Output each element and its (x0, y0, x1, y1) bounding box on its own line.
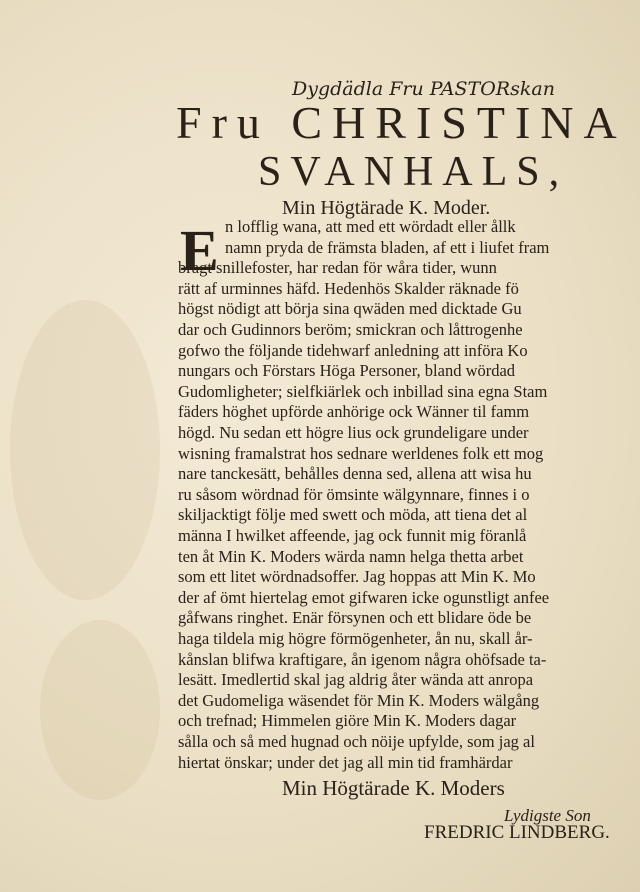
body-line: haga tildela mig högre förmögenheter, ån nu, skall år- (178, 629, 533, 648)
salutation: Min Högtärade K. Moder. (282, 197, 491, 219)
body-line: bragt snillefoster, har redan för wåra tider, wunn (178, 258, 497, 278)
body-line: fäders höghet upförde anhörige ock Wänner til famm (178, 402, 530, 422)
signature: FREDRIC LINDBERG. (424, 822, 610, 843)
body-line: nungars och Förstars Höga Personer, bland wördad (178, 361, 516, 381)
body-line: nare tanckesätt, behålles denna sed, allena att wisa hu (178, 464, 532, 484)
dedication-line: Dygdädla Fru PASTORskan (292, 78, 555, 100)
body-line: männa I hwilket affeende, jag ock funnit mig föranlå (178, 526, 527, 545)
body-line: gåfwans ringhet. Enär försynen och ett blidare öde be (178, 608, 532, 628)
body-line: namn pryda de främsta bladen, af ett i liufet fram (225, 237, 550, 257)
body-line: högd. Nu sedan ett högre lius ock grundeligare under (178, 423, 529, 442)
body-line: ru såsom wördnad för ömsinte wälgynnare, finnes i o (178, 484, 530, 504)
closing-subscription: Lydigste Son (504, 806, 591, 825)
recipient-name-line1: Fru CHRISTINA (176, 97, 627, 148)
body-line: gofwo the följande tidehwarf anledning att införa Ko (178, 340, 528, 360)
body-line: kånslan blifwa kraftigare, ån igenom några ohöfsade ta- (178, 649, 547, 669)
body-line: dar och Gudinnors beröm; smickran och låttrogenhe (178, 320, 523, 339)
body-line: högst nödigt att börja sina qwäden med dicktade Gu (178, 299, 522, 319)
body-line: wisning framalstrat hos sednare werldenes folk ett mog (178, 443, 544, 463)
body-line: n lofflig wana, att med ett wördadt eller ållk (225, 217, 516, 236)
body-line: ten åt Min K. Moders wärda namn helga thetta arbet (178, 546, 524, 566)
body-line: och trefnad; Himmelen giöre Min K. Moders dagar (178, 711, 517, 731)
body-line: som ett litet wördnadsoffer. Jag hoppas att Min K. Mo (178, 567, 536, 587)
body-line: det Gudomeliga wäsendet för Min K. Moders wälgång (178, 690, 540, 710)
recipient-name-line2: SVANHALS, (258, 149, 569, 195)
body-line: hiertat önskar; under det jag all min tid framhärdar (178, 752, 513, 772)
drop-cap: E (180, 218, 219, 283)
body-line: sålla och så med hugnad och nöije upfylde, som jag al (178, 732, 535, 751)
body-line: skiljacktigt följe med swett och möda, att tiena det al (178, 505, 528, 525)
body-line: lesätt. Imedlertid skal jag aldrig åter wända att anropa (178, 670, 534, 690)
body-line: der af ömt hiertelag emot gifwaren icke ogunstligt anfee (178, 587, 550, 607)
body-line: Gudomligheter; sielfkiärlek och inbillad sina egna Stam (178, 381, 548, 401)
body-line: rätt af urminnes häfd. Hedenhös Skalder räknade fö (178, 278, 519, 298)
closing-line: Min Högtärade K. Moders (282, 776, 505, 800)
